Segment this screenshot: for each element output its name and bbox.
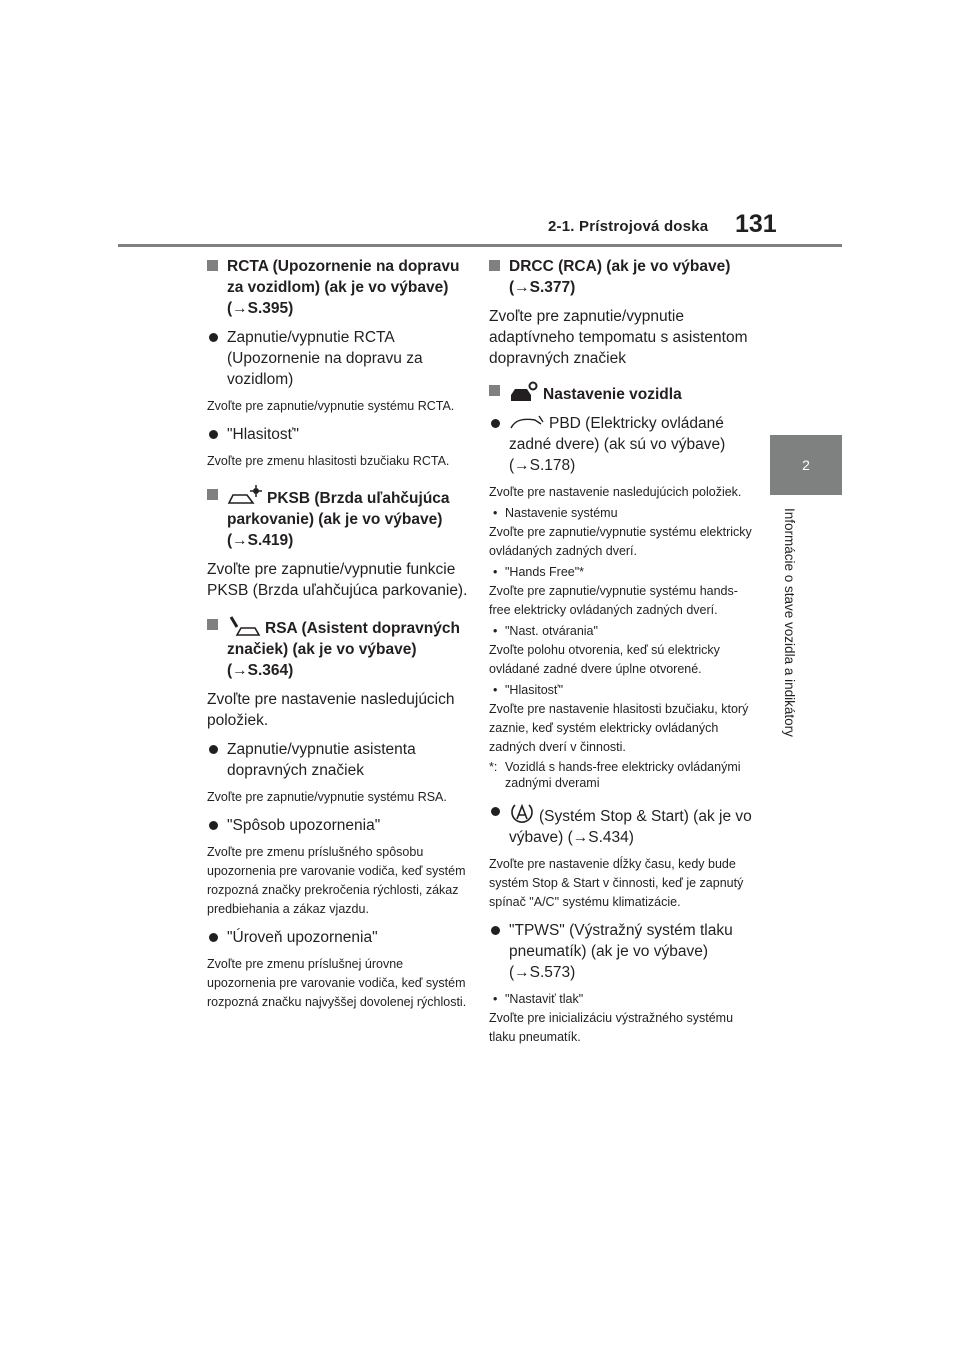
car-sonar-icon bbox=[227, 485, 263, 507]
rcta-heading bbox=[207, 256, 469, 319]
item-description: Zvoľte pre zapnutie/vypnutie systému RCTA. bbox=[207, 399, 455, 413]
item-description: Zvoľte pre nastavenie nasledujúcich položiek. bbox=[207, 691, 455, 729]
sub-item: • "Hands Free"* bbox=[489, 563, 755, 582]
vehicle-settings-heading-text: Nastavenie vozidla bbox=[543, 386, 682, 403]
item-description: Zvoľte pre nastavenie nasledujúcich položiek. bbox=[489, 485, 742, 499]
footnote-text: Vozidlá s hands-free elektricky ovládanými zadnými dverami bbox=[505, 760, 741, 790]
list-item bbox=[489, 413, 755, 476]
item-description: Zvoľte pre zmenu príslušnej úrovne upozornenia pre varovanie vodiča, keď systém rozpozná značku najvyššej dovolenej rýchlosti. bbox=[207, 957, 467, 1009]
list-item bbox=[489, 801, 755, 848]
chapter-title: Informácie o stave vozidla a indikátory bbox=[782, 508, 797, 737]
item-text: "Hlasitosť" bbox=[227, 426, 299, 443]
list-item bbox=[489, 920, 755, 983]
square-bullet-icon bbox=[489, 385, 500, 396]
sub-item-description: Zvoľte pre zapnutie/vypnutie systému elektricky ovládaných zadných dverí. bbox=[489, 525, 752, 558]
chapter-number: 2 bbox=[802, 457, 810, 473]
rsa-heading-text: RSA (Asistent dopravných značiek) (ak je vo výbave) (→S.364) bbox=[227, 620, 460, 679]
footnote-marker: *: bbox=[489, 760, 498, 774]
item-text: "Úroveň upozornenia" bbox=[227, 929, 378, 946]
item-description: Zvoľte pre zapnutie/vypnutie adaptívneho tempomatu s asistentom dopravných značiek bbox=[489, 308, 748, 367]
right-column bbox=[489, 256, 755, 1055]
pksb-heading bbox=[207, 485, 469, 551]
vehicle-settings-heading bbox=[489, 381, 755, 405]
sub-item-description: Zvoľte polohu otvorenia, keď sú elektricky ovládané zadné dvere úplne otvorené. bbox=[489, 643, 720, 676]
sub-item: • "Hlasitosť" bbox=[489, 681, 755, 700]
sub-item: • "Nast. otvárania" bbox=[489, 622, 755, 641]
item-text: Zapnutie/vypnutie asistenta dopravných značiek bbox=[227, 741, 416, 779]
item-description: Zvoľte pre zmenu príslušného spôsobu upozornenia pre varovanie vodiča, keď systém rozpozná značky prekročenia rýchlosti, zákaz predbiehania a zákaz vjazdu. bbox=[207, 845, 466, 916]
header-rule bbox=[118, 244, 842, 247]
pksb-heading-text: PKSB (Brzda uľahčujúca parkovanie) (ak je vo výbave) (→S.419) bbox=[227, 490, 450, 549]
item-text: (Systém Stop & Start) (ak je vo výbave) (→S.434) bbox=[509, 808, 752, 846]
footnote bbox=[489, 759, 755, 791]
item-text: PBD (Elektricky ovládané zadné dvere) (ak sú vo výbave) (→S.178) bbox=[509, 415, 726, 474]
left-column bbox=[207, 256, 469, 1020]
page-number: 131 bbox=[735, 210, 777, 238]
list-item bbox=[207, 327, 469, 390]
bullet-icon bbox=[209, 430, 218, 439]
sub-item-description: Zvoľte pre inicializáciu výstražného systému tlaku pneumatík. bbox=[489, 1011, 734, 1044]
item-description: Zvoľte pre zapnutie/vypnutie systému RSA. bbox=[207, 790, 447, 804]
bullet-icon bbox=[209, 933, 218, 942]
item-text: "TPWS" (Výstražný systém tlaku pneumatík) (ak je vo výbave) (→S.573) bbox=[509, 922, 733, 981]
drcc-heading bbox=[489, 256, 755, 298]
list-item bbox=[207, 927, 469, 948]
bullet-icon bbox=[491, 807, 500, 816]
item-text: Zapnutie/vypnutie RCTA (Upozornenie na dopravu za vozidlom) bbox=[227, 329, 423, 388]
stop-start-a-icon bbox=[509, 801, 535, 825]
chapter-tab bbox=[770, 435, 842, 495]
square-bullet-icon bbox=[489, 260, 500, 271]
sub-item: • "Nastaviť tlak" bbox=[489, 990, 755, 1009]
bullet-icon bbox=[209, 745, 218, 754]
square-bullet-icon bbox=[207, 260, 218, 271]
bullet-icon bbox=[209, 333, 218, 342]
rsa-heading bbox=[207, 615, 469, 681]
square-bullet-icon bbox=[207, 489, 218, 500]
rcta-heading-text: RCTA (Upozornenie na dopravu za vozidlom) (ak je vo výbave) (→S.395) bbox=[227, 258, 460, 317]
item-description: Zvoľte pre zapnutie/vypnutie funkcie PKSB (Brzda uľahčujúca parkovanie). bbox=[207, 561, 468, 599]
sub-item-description: Zvoľte pre nastavenie hlasitosti bzučiaku, ktorý zaznie, keď systém elektricky ovládaných zadných dverí v činnosti. bbox=[489, 702, 749, 754]
section-title: 2-1. Prístrojová doska bbox=[548, 218, 709, 235]
car-gear-icon bbox=[509, 381, 539, 403]
bullet-icon bbox=[491, 926, 500, 935]
list-item bbox=[207, 739, 469, 781]
square-bullet-icon bbox=[207, 619, 218, 630]
drcc-heading-text: DRCC (RCA) (ak je vo výbave) (→S.377) bbox=[509, 258, 731, 296]
item-description: Zvoľte pre nastavenie dĺžky času, kedy bude systém Stop & Start v činnosti, keď je zapnutý spínač "A/C" systému klimatizácie. bbox=[489, 857, 744, 909]
bullet-icon bbox=[491, 419, 500, 428]
hand-car-icon bbox=[227, 615, 261, 637]
sub-item: • Nastavenie systému bbox=[489, 504, 755, 523]
sub-item-description: Zvoľte pre zapnutie/vypnutie systému hands-free elektricky ovládaných zadných dverí. bbox=[489, 584, 738, 617]
item-description: Zvoľte pre zmenu hlasitosti bzučiaku RCTA. bbox=[207, 454, 450, 468]
item-text: "Spôsob upozornenia" bbox=[227, 817, 381, 834]
car-tailgate-icon bbox=[509, 414, 545, 432]
bullet-icon bbox=[209, 821, 218, 830]
list-item bbox=[207, 815, 469, 836]
list-item bbox=[207, 424, 469, 445]
